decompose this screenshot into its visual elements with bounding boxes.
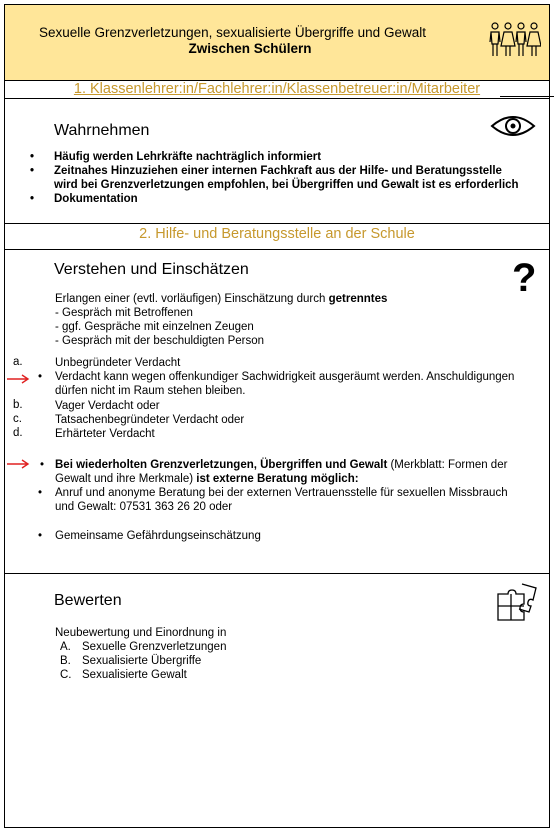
list-label: a. — [13, 356, 23, 368]
list-item: Vager Verdacht oder — [55, 400, 160, 412]
section-title-verstehen: Verstehen und Einschätzen — [54, 261, 249, 278]
section-title-bewerten: Bewerten — [54, 592, 122, 609]
band-step-2: 2. Hilfe- und Beratungsstelle an der Schule — [139, 226, 415, 242]
right-arrow-icon — [7, 459, 31, 469]
list-label: b. — [13, 399, 23, 411]
bullet-dot: • — [38, 487, 43, 499]
gemeinsam-text: Gemeinsame Gefährdungseinschätzung — [55, 530, 261, 542]
sub-bullet-text: Verdacht kann wegen offenkundiger Sachwidrigkeit ausgeräumt werden. Anschuldigungen — [55, 371, 515, 383]
list-item: Sexualisierte Gewalt — [82, 669, 187, 681]
question-mark-icon: ? — [512, 256, 537, 300]
dash-item: - ggf. Gespräche mit einzelnen Zeugen — [55, 321, 254, 333]
group-of-people-icon — [489, 20, 541, 60]
list-item: Unbegründeter Verdacht — [55, 357, 181, 369]
list-label: A. — [60, 641, 71, 653]
anruf-text: und Gewalt: 07531 363 26 20 oder — [55, 501, 233, 513]
header-title: Sexuelle Grenzverletzungen, sexualisierte Übergriffe und Gewalt — [39, 25, 426, 40]
bullet-dot: • — [40, 459, 45, 471]
divider — [500, 96, 554, 97]
header-subtitle: Zwischen Schülern — [188, 41, 312, 56]
divider — [5, 249, 550, 250]
repeat-text: Gewalt und ihre Merkmale) ist externe Beratung möglich: — [55, 473, 359, 485]
puzzle-icon — [496, 582, 540, 622]
band-step-1: 1. Klassenlehrer:in/Fachlehrer:in/Klassenbetreuer:in/Mitarbeiter — [73, 81, 481, 97]
divider — [5, 223, 550, 224]
list-label: d. — [13, 427, 23, 439]
header-banner — [5, 5, 549, 81]
dash-item: - Gespräch mit Betroffenen — [55, 307, 193, 319]
anruf-text: Anruf und anonyme Beratung bei der externen Vertrauensstelle für sexuellen Missbrauch — [55, 487, 508, 499]
divider — [5, 573, 550, 574]
list-item: Sexuelle Grenzverletzungen — [82, 641, 227, 653]
list-item: Tatsachenbegründeter Verdacht oder — [55, 414, 245, 426]
repeat-text: Bei wiederholten Grenzverletzungen, Übergriffen und Gewalt (Merkblatt: Formen der — [55, 459, 508, 471]
bullet-dot: • — [38, 371, 43, 383]
right-arrow-icon — [7, 374, 31, 384]
list-item: Erhärteter Verdacht — [55, 428, 155, 440]
sub-bullet-text: dürfen nicht im Raum stehen bleiben. — [55, 385, 246, 397]
intro-text: Erlangen einer (evtl. vorläufigen) Einschätzung durch getrenntes — [55, 293, 388, 305]
bullet-dot: • — [38, 530, 43, 542]
list-label: C. — [60, 669, 72, 681]
list-label: c. — [13, 413, 22, 425]
eye-icon — [490, 112, 536, 140]
intro-text: Neubewertung und Einordnung in — [55, 627, 227, 639]
section-title-wahrnehmen: Wahrnehmen — [54, 122, 150, 139]
list-item: Sexualisierte Übergriffe — [82, 655, 202, 667]
list-label: B. — [60, 655, 71, 667]
list-item-continuation: wird bei Grenzverletzungen empfohlen, bei Übergriffen und Gewalt ist es erforderlich — [54, 179, 519, 191]
dash-item: - Gespräch mit der beschuldigten Person — [55, 335, 265, 347]
divider — [5, 98, 550, 99]
